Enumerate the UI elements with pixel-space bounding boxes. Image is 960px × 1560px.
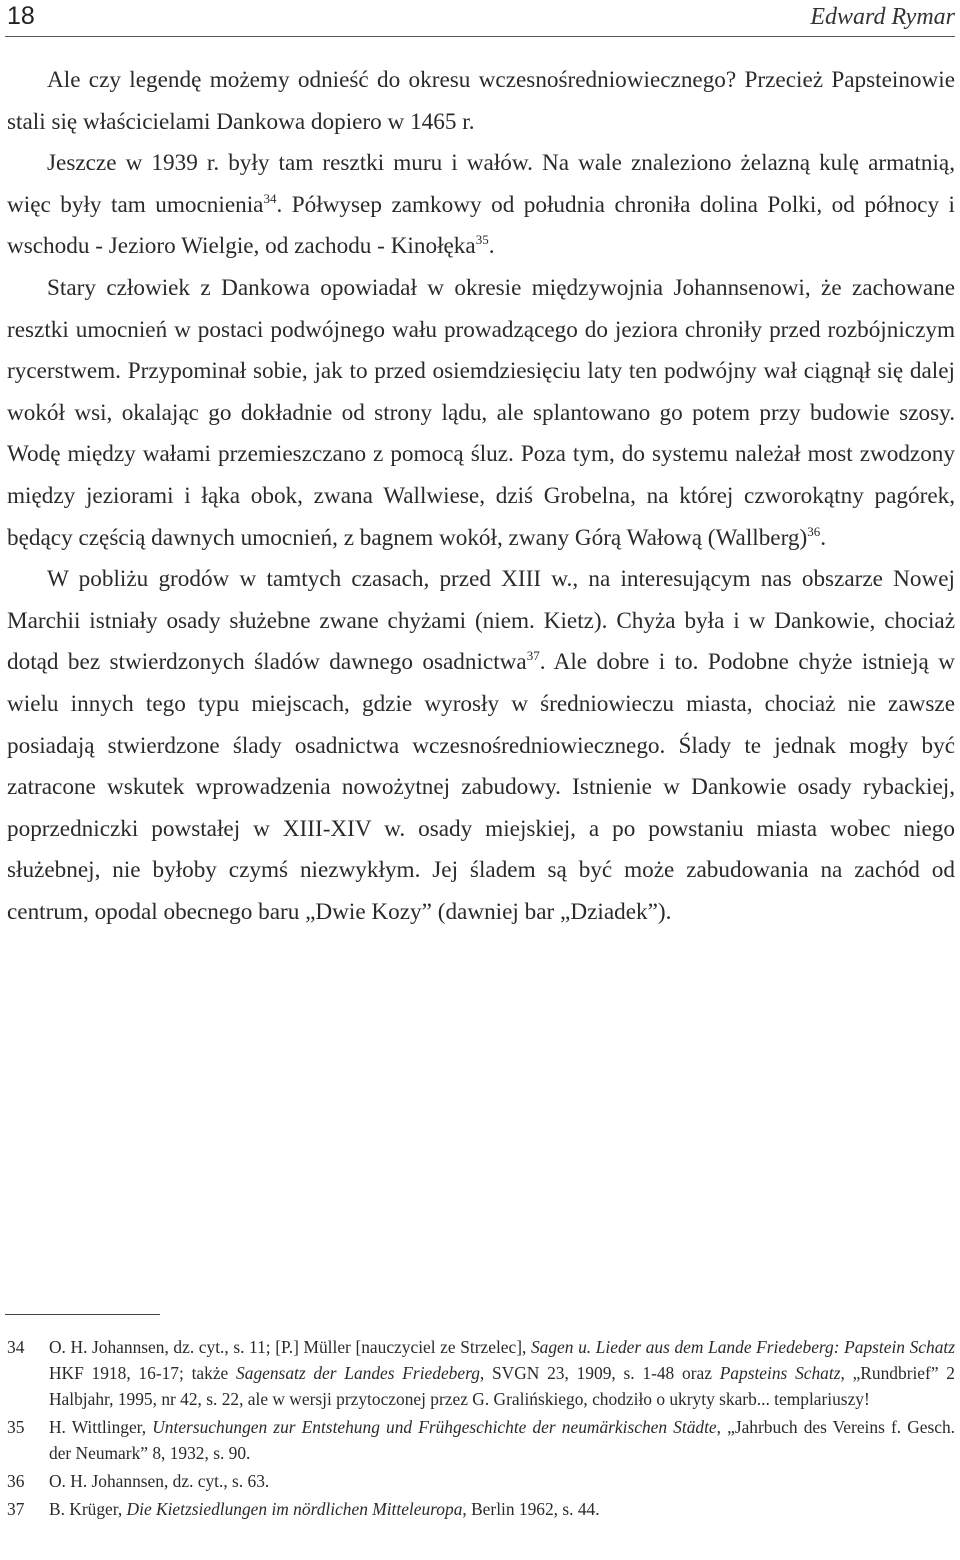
paragraph-3 bbox=[7, 268, 955, 559]
footnote-text bbox=[49, 1334, 955, 1412]
running-head-author: Edward Rymar bbox=[810, 4, 955, 30]
page-number: 18 bbox=[7, 2, 35, 30]
footnote-text-part: , SVGN 23, 1909, s. 1-48 oraz bbox=[479, 1363, 720, 1383]
footnotes bbox=[7, 1334, 955, 1524]
footnote-36 bbox=[7, 1468, 955, 1494]
footnote-italic-title: Papsteins Schatz bbox=[719, 1363, 841, 1383]
footnote-text-part: , Berlin 1962, s. 44. bbox=[462, 1499, 600, 1519]
paragraph-4-text-a: W pobliżu grodów w tamtych czasach, przed XIII w., na interesującym nas obszarze Nowej Marchii istniały osady służebne zwane chyżami (niem. Kietz). Chyża była i w Dankowie, chociaż dotąd bez stwierdzonych śladów dawnego osadnictwa bbox=[7, 566, 955, 676]
footnote-text bbox=[49, 1468, 955, 1494]
footnote-37 bbox=[7, 1496, 955, 1522]
paragraph-4-text-b: . Ale dobre i to. Podobne chyże istnieją w wielu innych tego typu miejscach, gdzie wyrosły w średniowieczu miasta, chociaż nie zawsze posiadają stwierdzone ślady osadnictwa wczesnośredniowiecznego. Ślady te jednak mogły być zatracone wskutek wprowadzenia nowożytnej zabudowy. Istnienie w Dankowie osady rybackiej, poprzedniczki powstałej w XIII-XIV w. osady miejskiej, a po powstaniu miasta wobec niego służebnej, nie byłoby czymś niezwykłym. Jej śladem są być może zabudowania na zachód od centrum, opodal obecnego baru „Dwie Kozy” (dawniej bar „Dziadek”). bbox=[7, 649, 955, 925]
footnote-text-part: B. Krüger, bbox=[49, 1499, 127, 1519]
paragraph-2-text-c: . bbox=[488, 233, 495, 260]
footnote-ref-37[interactable]: 37 bbox=[526, 648, 540, 664]
footnote-text-part: O. H. Johannsen, dz. cyt., s. 11; [P.] Müller [nauczyciel ze Strzelec], bbox=[49, 1337, 531, 1357]
paragraph-2-text-a: Jeszcze w 1939 r. były tam resztki muru i wałów. Na wale znaleziono żelazną kulę armatnią, więc były tam umocnienia bbox=[7, 150, 955, 218]
footnote-ref-36[interactable]: 36 bbox=[807, 523, 821, 539]
footnote-number: 34 bbox=[7, 1337, 25, 1357]
footnote-text-part: HKF 1918, 16-17; także bbox=[49, 1363, 237, 1383]
paragraph-1 bbox=[7, 60, 955, 143]
paragraph-3-text-a: Stary człowiek z Dankowa opowiadał w okresie międzywojnia Johannsenowi, że zachowane resztki umocnień w postaci podwójnego wału prowadzącego do jeziora chroniły przed rozbójniczym rycerstwem. Przypominał sobie, jak to przed osiemdziesięciu laty ten podwójny wał ciągnął się dalej wokół wsi, okalając go dokładnie od strony lądu, ale splantowano go potem przy budowie szosy. Wodę między wałami przemieszczano z pomocą śluz. Poza tym, do systemu należał most zwodzony między jeziorami i łąka obok, zwana Wallwiese, dziś Grobelna, na której czworokątny pagórek, będący częścią dawnych umocnień, z bagnem wokół, zwany Górą Wałową (Wallberg) bbox=[7, 274, 955, 551]
main-text bbox=[7, 60, 955, 933]
paragraph-3-text-b: . bbox=[820, 524, 827, 551]
footnote-italic-title: Untersuchungen zur Entstehung und Frühgeschichte der neumärkischen Städte bbox=[152, 1417, 717, 1437]
footnote-text bbox=[49, 1414, 955, 1466]
footnote-text bbox=[49, 1496, 955, 1522]
footnote-ref-34[interactable]: 34 bbox=[263, 190, 277, 206]
paragraph-1-text: Ale czy legendę możemy odnieść do okresu wczesnośredniowiecznego? Przecież Papsteinowie stali się właścicielami Dankowa dopiero w 1465 r. bbox=[7, 67, 955, 135]
footnote-34 bbox=[7, 1334, 955, 1412]
footnote-ref-35[interactable]: 35 bbox=[475, 232, 489, 248]
footnote-number: 35 bbox=[7, 1417, 25, 1437]
footnote-rule bbox=[5, 1314, 160, 1315]
footnote-italic-title: Die Kietzsiedlungen im nördlichen Mitteleuropa bbox=[126, 1499, 463, 1519]
footnote-text-part: , „Jahrbuch des Vereins f. Gesch. der Neumark” 8, 1932, s. 90. bbox=[49, 1417, 955, 1463]
footnote-number: 36 bbox=[7, 1471, 25, 1491]
footnote-italic-title: Sagen u. Lieder aus dem Lande Friedeberg: Papstein Schatz bbox=[530, 1337, 955, 1357]
footnote-35 bbox=[7, 1414, 955, 1466]
footnote-text-part: H. Wittlinger, bbox=[49, 1417, 153, 1437]
paragraph-4 bbox=[7, 559, 955, 933]
footnote-italic-title: Sagensatz der Landes Friedeberg bbox=[236, 1363, 480, 1383]
footnote-number: 37 bbox=[7, 1499, 25, 1519]
paragraph-2-text-b: . Półwysep zamkowy od południa chroniła dolina Polki, od północy i wschodu - Jezioro Wielgie, od zachodu - Kinołęka bbox=[7, 191, 955, 260]
paragraph-2 bbox=[7, 143, 955, 268]
footnote-text-part: O. H. Johannsen, dz. cyt., s. 63. bbox=[49, 1471, 270, 1491]
header-rule bbox=[5, 36, 955, 37]
footnote-text-part: , „Rundbrief” 2 Halbjahr, 1995, nr 42, s. 22, ale w wersji przytoczonej przez G. Gralińskiego, chodziło o ukryty skarb... templariuszy! bbox=[49, 1363, 955, 1409]
